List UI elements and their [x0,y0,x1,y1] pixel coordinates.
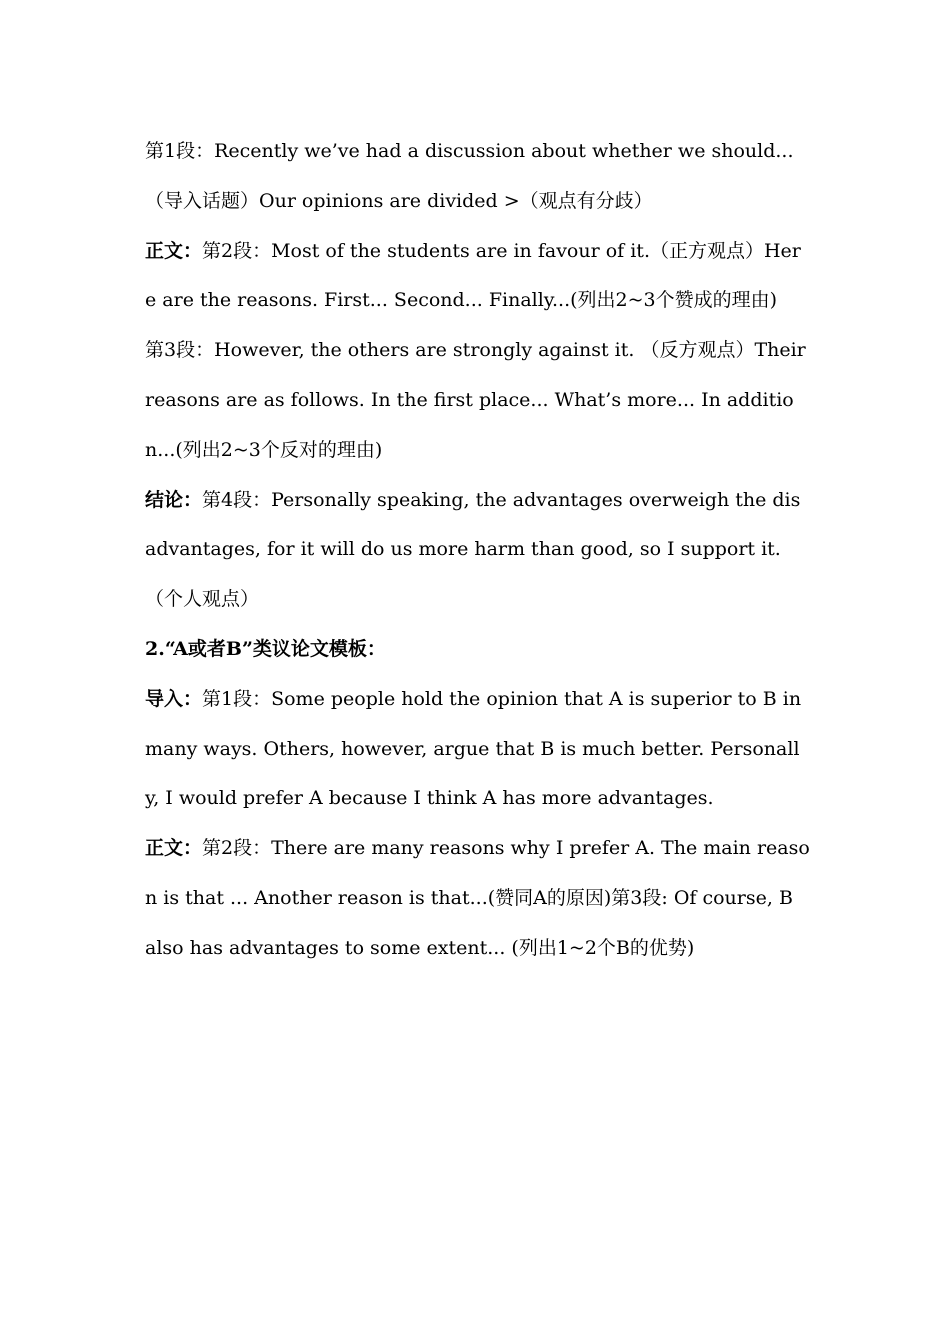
paragraph-4-lead: 结论： [145,488,203,511]
section-paragraph-2 [145,824,810,973]
paragraph-4-text: 第4段：Personally speaking, the advantages overweigh the disadvantages, for it will do us more harm than good, so I support it.（个人观点） [145,488,801,611]
section-paragraph-1 [145,675,810,824]
section-paragraph-1-text: 第1段：Some people hold the opinion that A is superior to B in many ways. Others, however, argue that B is much better. Personally, I would prefer A because I think A has more advantages. [145,687,808,810]
paragraph-2-text: 第2段：Most of the students are in favour of it.（正方观点）Here are the reasons. First... Second... Finally...(列出2~3个赞成的理由) [145,239,801,312]
document-page [145,127,810,974]
paragraph-2-lead: 正文： [145,239,203,262]
paragraph-1 [145,127,810,227]
paragraph-2 [145,227,810,327]
section-paragraph-2-text: 第2段：There are many reasons why I prefer A. The main reason is that ... Another reason is that...(赞同A的原因)第3段: Of course, B also has advantages to some extent... (列出1~2个B的优势) [145,837,810,959]
paragraph-4 [145,476,810,625]
section-paragraph-1-lead: 导入： [145,687,203,710]
paragraph-3 [145,326,810,475]
paragraph-1-text: 第1段：Recently we’ve had a discussion about whether we should... （导入话题）Our opinions are divided >（观点有分歧） [145,140,800,212]
section-paragraph-2-lead: 正文： [145,837,203,860]
paragraph-3-text: 第3段：However, the others are strongly against it. （反方观点）Their reasons are as follows. In the first place... What’s more... In addition...(列出2~3个反对的理由) [145,339,812,461]
section-heading: 2.“A或者B”类议论文模板： [145,637,386,660]
